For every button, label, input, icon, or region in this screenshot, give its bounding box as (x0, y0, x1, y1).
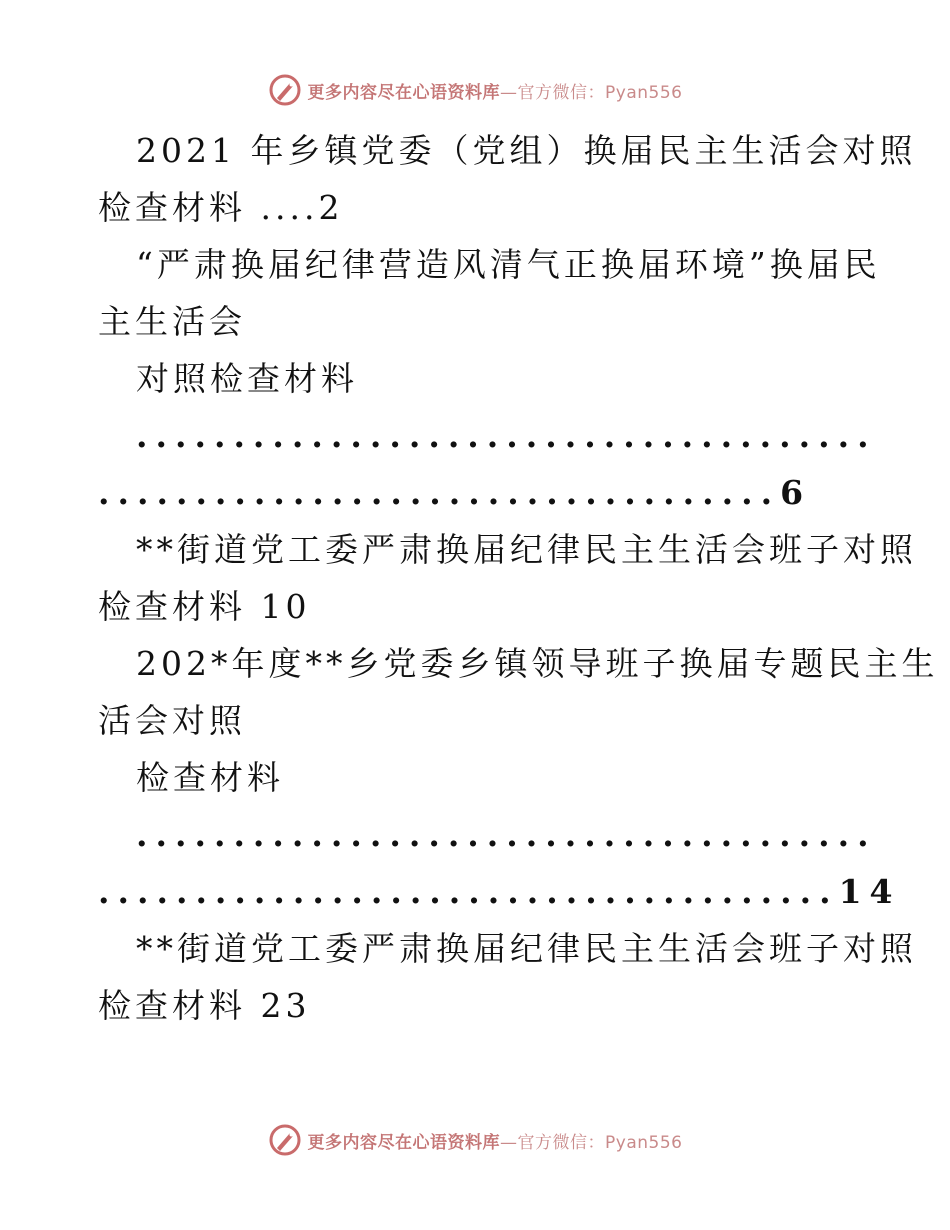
toc-entry-title-continued: 对照检查材料 (136, 359, 358, 398)
watermark-wechat: 官方微信：Pyan556 (517, 1132, 683, 1153)
watermark-text (308, 78, 683, 103)
watermark-text (308, 1128, 683, 1153)
toc-entry-title: **街道党工委严肃换届纪律民主生活会班子对照 (136, 929, 917, 968)
watermark-bottom (0, 1120, 950, 1160)
pen-logo-icon (268, 1123, 302, 1157)
toc-leader-dots-page: ...................................6 (98, 473, 812, 512)
toc-entry[interactable] (98, 920, 917, 1034)
toc-entry[interactable] (98, 122, 917, 236)
watermark-separator: — (500, 1132, 518, 1153)
toc-entry-title-continued: 检查材料 ....2 (98, 188, 344, 227)
watermark-top (0, 70, 950, 110)
watermark-wechat: 官方微信：Pyan556 (517, 82, 683, 103)
watermark-separator: — (500, 82, 518, 103)
watermark-brand: 更多内容尽在心语资料库 (307, 82, 501, 103)
toc-leader-dots-page: ......................................14 (98, 872, 901, 911)
toc-leader-dots: ...................................... (136, 815, 877, 854)
toc-entry-title-continued: 活会对照 (98, 701, 246, 740)
toc-entry-title: 2021 年乡镇党委（党组）换届民主生活会对照 (136, 131, 917, 170)
toc-entry-title-continued: 主生活会 (98, 302, 246, 341)
toc-entry-title-continued: 检查材料 10 (98, 587, 311, 626)
toc-entry[interactable] (98, 521, 917, 635)
pen-logo-icon (268, 73, 302, 107)
toc-entry-title: “严肃换届纪律营造风清气正换届环境”换届民 (136, 245, 881, 284)
toc-entry-title: **街道党工委严肃换届纪律民主生活会班子对照 (136, 530, 917, 569)
toc-entry-title: 202*年度**乡党委乡镇领导班子换届专题民主生 (136, 644, 939, 683)
toc-entry-title-continued: 检查材料 23 (98, 986, 311, 1025)
toc-entry[interactable] (98, 635, 939, 920)
toc-entry-title-continued: 检查材料 (136, 758, 284, 797)
watermark-brand: 更多内容尽在心语资料库 (307, 1132, 501, 1153)
toc-entry[interactable] (98, 236, 881, 521)
toc-leader-dots: ...................................... (136, 416, 877, 455)
toc-document (98, 122, 939, 1034)
